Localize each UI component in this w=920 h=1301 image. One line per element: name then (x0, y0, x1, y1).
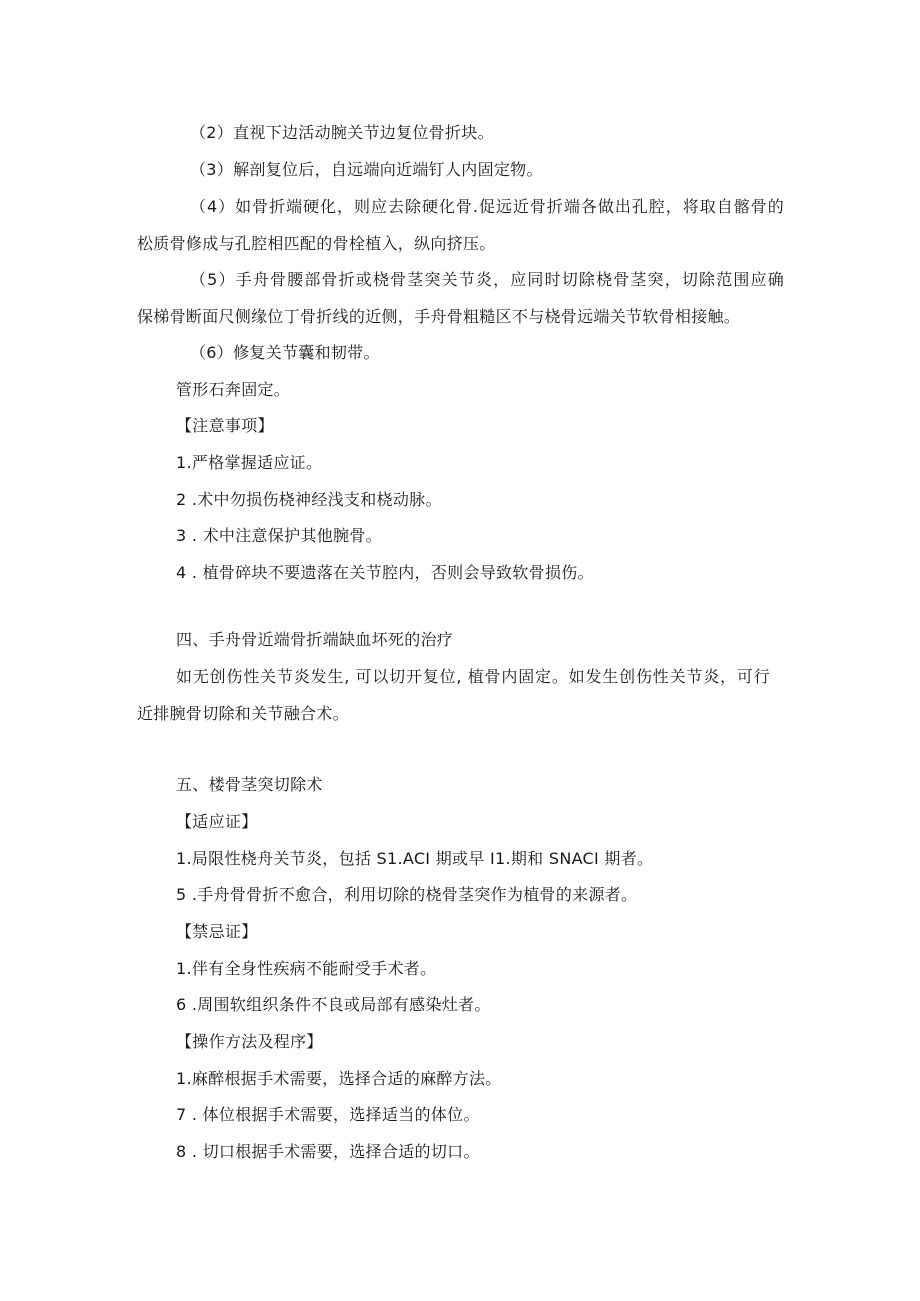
contraindication-item-2: 6 .周围软组织条件不良或局部有感染灶者。 (176, 995, 491, 1014)
precaution-item-2: 2 .术中勿损伤桡神经浅支和桡动脉。 (176, 490, 442, 509)
cast-fixation-line: 管形石奔固定。 (176, 380, 291, 399)
indications-heading: 【适应证】 (176, 812, 258, 831)
step-3-line: （3）解剖复位后，自远端向近端钉人内固定物。 (190, 160, 543, 179)
precaution-item-4: 4 . 植骨碎块不要遗落在关节腔内，否则会导致软骨损伤。 (176, 563, 594, 582)
precaution-item-1: 1.严格掌握适应证。 (176, 453, 323, 472)
step-5-line-2: 保梯骨断面尺侧缘位丁骨折线的近侧，手舟骨粗糙区不与桡骨远端关节软骨相接触。 (137, 307, 741, 326)
contraindications-heading: 【禁忌证】 (176, 922, 258, 941)
indication-item-1: 1.局限性桡舟关节炎，包括 S1.ACI 期或早 I1.期和 SNACI 期者。 (176, 849, 654, 868)
section-4-heading: 四、手舟骨近端骨折端缺血坏死的治疗 (176, 630, 454, 649)
procedure-item-1: 1.麻醉根据手术需要，选择合适的麻醉方法。 (176, 1069, 502, 1088)
procedure-item-2: 7 . 体位根据手术需要，选择适当的体位。 (176, 1105, 480, 1124)
procedure-heading: 【操作方法及程序】 (176, 1032, 323, 1051)
precaution-item-3: 3 . 术中注意保护其他腕骨。 (176, 526, 382, 545)
step-4-line-1: （4）如骨折端硬化，则应去除硬化骨.促远近骨折端各做出孔腔，将取自髂骨的 (190, 197, 784, 216)
procedure-item-3: 8 . 切口根据手术需要，选择合适的切口。 (176, 1142, 480, 1161)
section-5-heading: 五、楼骨茎突切除术 (176, 775, 323, 794)
step-2-line: （2）直视下边活动腕关节边复位骨折块。 (190, 123, 494, 142)
contraindication-item-1: 1.伴有全身性疾病不能耐受手术者。 (176, 959, 437, 978)
section-4-paragraph-line-1: 如无创伤性关节炎发生, 可以切开复位, 植骨内固定。如发生创伤性关节炎，可行 (176, 667, 770, 686)
step-6-line: （6）修复关节囊和韧带。 (190, 343, 380, 362)
section-4-paragraph-line-2: 近排腕骨切除和关节融合术。 (137, 704, 349, 723)
indication-item-2: 5 .手舟骨骨折不愈合，利用切除的桡骨茎突作为植骨的来源者。 (176, 885, 638, 904)
step-5-line-1: （5）手舟骨腰部骨折或桡骨茎突关节炎，应同时切除桡骨茎突，切除范围应确 (190, 270, 784, 289)
step-4-line-2: 松质骨修成与孔腔相匹配的骨栓植入，纵向挤压。 (137, 234, 496, 253)
precautions-heading: 【注意事项】 (176, 416, 274, 435)
